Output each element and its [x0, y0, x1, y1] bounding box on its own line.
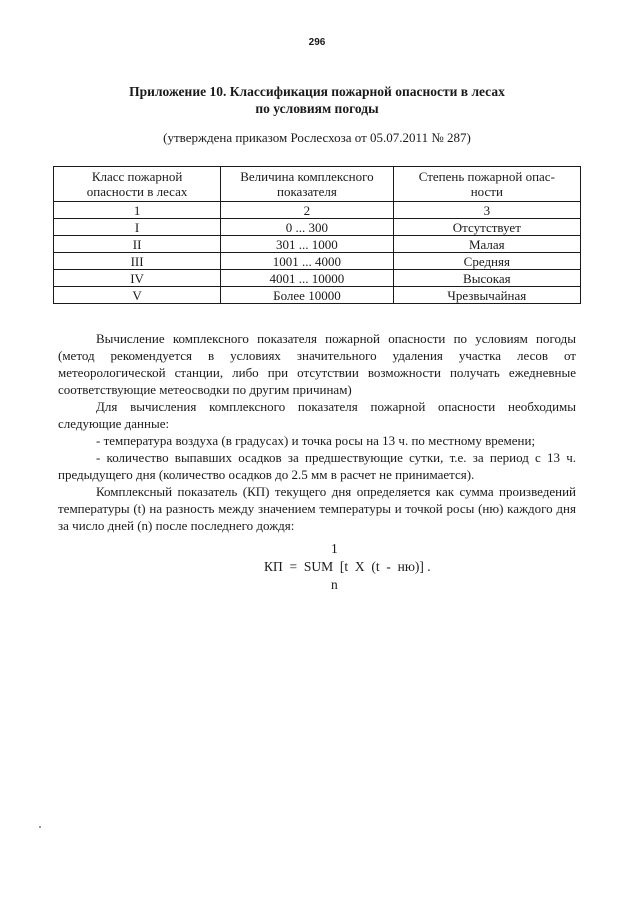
table-cell: IV — [54, 270, 221, 287]
table-cell: II — [54, 236, 221, 253]
formula-expression: КП = SUM [t X (t - ню)] . — [264, 559, 431, 574]
table-cell: Высокая — [393, 270, 580, 287]
list-item-precipitation: - количество выпавших осадков за предшествующие сутки, т.е. за период с 13 ч. предыдущего дня (количество осадков до 2.5 мм в расчет не принимается). — [58, 450, 576, 482]
header-index-value: Величина комплексного показателя — [221, 167, 393, 202]
title-line-1: Приложение 10. Классификация пожарной опасности в лесах — [129, 84, 505, 99]
page-number: 296 — [308, 37, 326, 48]
table-cell: Малая — [393, 236, 580, 253]
paragraph-definition: Комплексный показатель (КП) текущего дня определяется как сумма произведений температуры (t) на разность между значением температуры и точкой росы (ню) каждого дня за число дней (n) после последнего дождя: — [58, 484, 576, 533]
table-cell: 2 — [221, 202, 393, 219]
table-cell: Более 10000 — [221, 287, 393, 304]
fire-danger-table — [53, 166, 581, 304]
table-cell: Чрезвычайная — [393, 287, 580, 304]
header-danger-degree: Степень пожарной опас- ности — [393, 167, 580, 202]
formula-upper-limit: 1 — [331, 541, 338, 556]
title-line-2: по условиям погоды — [255, 101, 379, 116]
table-row — [54, 253, 581, 270]
approval-note: (утверждена приказом Рослесхоза от 05.07.2011 № 287) — [163, 130, 471, 145]
table-cell: I — [54, 219, 221, 236]
table-row — [54, 270, 581, 287]
body-text — [58, 330, 576, 534]
table-row — [54, 219, 581, 236]
table-cell: 4001 ... 10000 — [221, 270, 393, 287]
table-cell: 3 — [393, 202, 580, 219]
table-cell: 1 — [54, 202, 221, 219]
table-cell: V — [54, 287, 221, 304]
paragraph-method: Вычисление комплексного показателя пожарной опасности по условиям погоды (метод рекомендуется в условиях значительного удаления участка лесов от метеорологической станции, либо при отсутствии возможности получать ежедневные соответствующие метеосводки по другим причинам) — [58, 331, 576, 397]
column-number-row — [54, 202, 581, 219]
table-cell: Средняя — [393, 253, 580, 270]
list-item-temperature: - температура воздуха (в градусах) и точка росы на 13 ч. по местному времени; — [96, 433, 536, 448]
paragraph-required-data: Для вычисления комплексного показателя пожарной опасности необходимы следующие данные: — [58, 399, 576, 431]
table-cell: III — [54, 253, 221, 270]
table-cell: 1001 ... 4000 — [221, 253, 393, 270]
table-cell: Отсутствует — [393, 219, 580, 236]
table-row — [54, 287, 581, 304]
table-row — [54, 236, 581, 253]
table-cell: 0 ... 300 — [221, 219, 393, 236]
formula-lower-limit: n — [331, 577, 338, 592]
table-cell: 301 ... 1000 — [221, 236, 393, 253]
page-title — [60, 83, 574, 117]
header-class: Класс пожарной опасности в лесах — [54, 167, 221, 202]
scan-speck — [39, 826, 41, 828]
table-header-row — [54, 167, 581, 202]
